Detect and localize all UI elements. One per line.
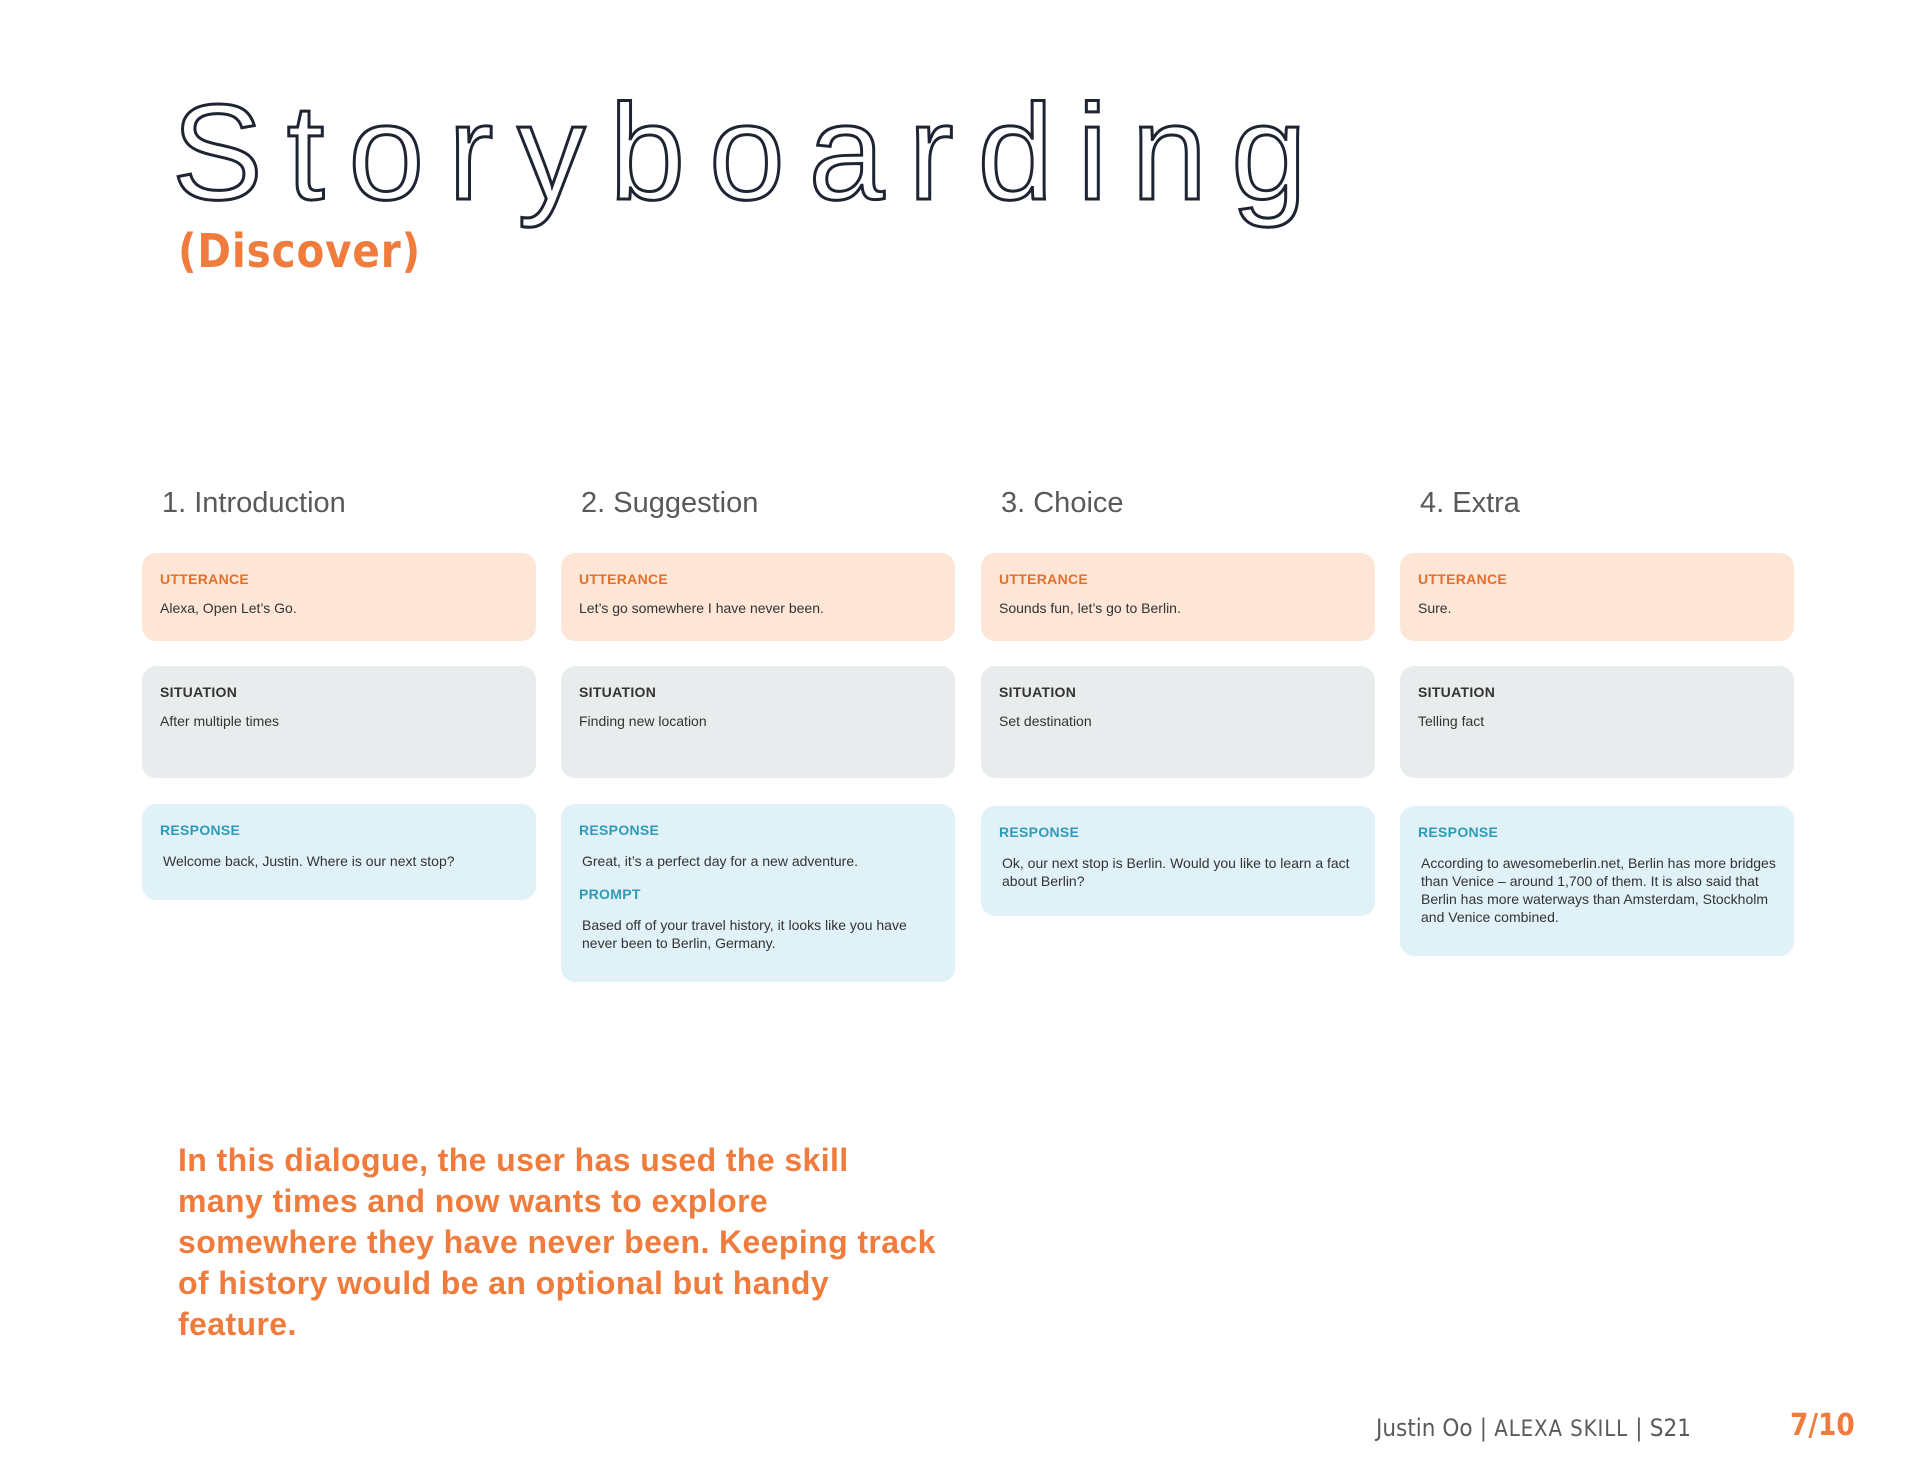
prompt-text: Based off of your travel history, it looks like you have never been to Berlin, Germany.: [582, 917, 907, 951]
response-text: Welcome back, Justin. Where is our next stop?: [163, 853, 455, 869]
response-label: RESPONSE: [1418, 824, 1499, 840]
utterance-card: [142, 553, 536, 641]
response-card: [142, 804, 536, 900]
column-heading: 2. Suggestion: [581, 487, 759, 519]
response-text: Great, it’s a perfect day for a new adventure.: [582, 853, 859, 869]
situation-text: After multiple times: [160, 713, 280, 729]
situation-text: Telling fact: [1418, 713, 1485, 729]
utterance-label: UTTERANCE: [579, 571, 669, 587]
utterance-text: Sure.: [1418, 600, 1452, 616]
situation-label: SITUATION: [1418, 684, 1496, 700]
utterance-card: [981, 553, 1375, 641]
storyboard-column-choice: [981, 478, 1375, 889]
storyboard-column-introduction: [142, 478, 536, 869]
situation-card: [142, 666, 536, 778]
page-number: 7/10: [1790, 1408, 1855, 1443]
utterance-card: [1400, 553, 1794, 641]
response-card: [981, 806, 1375, 916]
response-text: According to awesomeberlin.net, Berlin has more bridges than Venice – around 1,700 of them. It is also said that Berlin has more waterways than Amsterdam, Stockholm and Venice combined.: [1421, 855, 1776, 925]
situation-text: Set destination: [999, 713, 1092, 729]
utterance-text: Sounds fun, let’s go to Berlin.: [999, 600, 1181, 616]
column-heading: 1. Introduction: [162, 487, 346, 519]
situation-card: [561, 666, 955, 778]
utterance-label: UTTERANCE: [160, 571, 250, 587]
response-label: RESPONSE: [999, 824, 1080, 840]
situation-label: SITUATION: [579, 684, 657, 700]
footer-project: ALEXA SKILL: [1494, 1417, 1629, 1442]
utterance-text: Alexa, Open Let’s Go.: [160, 600, 297, 616]
situation-card: [981, 666, 1375, 778]
situation-label: SITUATION: [160, 684, 238, 700]
response-text: Ok, our next stop is Berlin. Would you like to learn a fact about Berlin?: [1002, 855, 1350, 889]
footer-term: S21: [1649, 1414, 1691, 1442]
footer-separator: |: [1479, 1414, 1488, 1442]
situation-card: [1400, 666, 1794, 778]
situation-label: SITUATION: [999, 684, 1077, 700]
response-label: RESPONSE: [579, 822, 660, 838]
column-heading: 4. Extra: [1420, 487, 1520, 519]
footer-author: Justin Oo: [1376, 1414, 1473, 1442]
storyboard-column-extra: [1400, 478, 1794, 925]
situation-text: Finding new location: [579, 713, 707, 729]
footer-separator: |: [1635, 1414, 1643, 1442]
response-label: RESPONSE: [160, 822, 241, 838]
utterance-text: Let’s go somewhere I have never been.: [579, 600, 824, 616]
page-subtitle: (Discover): [178, 224, 421, 278]
utterance-label: UTTERANCE: [1418, 571, 1508, 587]
column-heading: 3. Choice: [1001, 487, 1124, 519]
summary-note: In this dialogue, the user has used the skill many times and now wants to explore somewhere they have never been. Keeping track of history would be an optional but handy feature.: [178, 1142, 936, 1342]
prompt-label: PROMPT: [579, 886, 641, 902]
footer: [1376, 1414, 1691, 1442]
response-card: [1400, 806, 1794, 956]
page-title: Storyboarding: [172, 76, 1331, 228]
storyboard-column-suggestion: [561, 478, 955, 951]
response-card: [561, 804, 955, 982]
utterance-card: [561, 553, 955, 641]
utterance-label: UTTERANCE: [999, 571, 1089, 587]
